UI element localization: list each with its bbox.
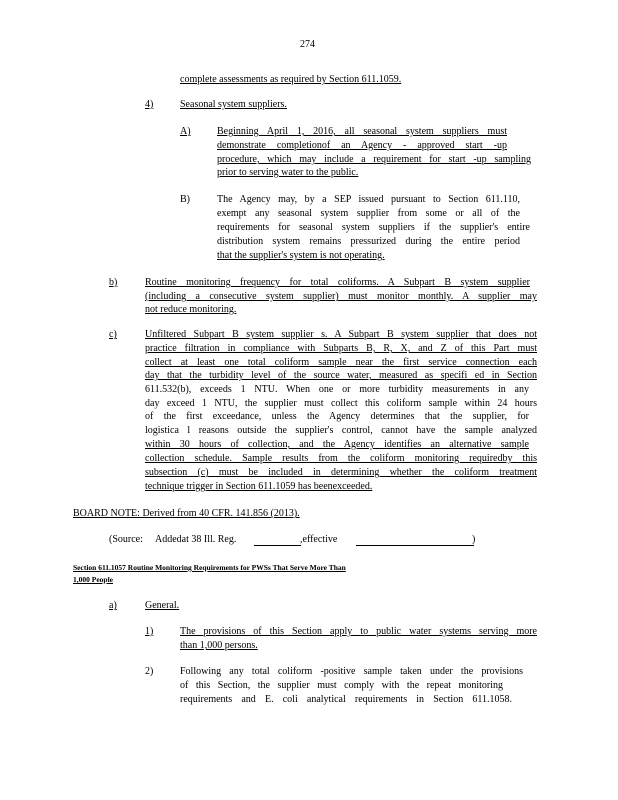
source-blank-2 [356,545,474,546]
source-blank-1 [254,545,301,546]
section-heading-line-2: 1,000 People [73,575,113,584]
section-b-line: Routine monitoring frequency for total coliforms. A Subpart B system supplier [145,277,530,288]
section-c-line: day exceed 1 NTU, the supplier must collect this coliform sample within 24 hours [145,398,537,409]
item-4a-line: procedure, which may include a requirement for start -up sampling [217,154,531,165]
item-4b-line: requirements for seasonal system suppliers if the supplier's entire [217,222,530,233]
section-c-line: day that the turbidity level of the source water, measured as specifi ed in Section [145,370,537,381]
source-open: (Source: [109,534,143,545]
section-a-title: General. [145,600,180,611]
section-a-label: a) [109,600,117,611]
item-2-label: 2) [145,666,154,677]
section-c-line: 611.532(b), exceeds 1 NTU. When one or more turbidity measurements in any [145,384,529,395]
item-4-title: Seasonal system suppliers. [180,99,287,110]
item-2-line: requirements and E. coli analytical requirements in Section 611.1058. [180,694,512,705]
item-2-line: of this Section, the supplier must comply with the repeat monitoring [180,680,503,691]
section-c-label: c) [109,329,117,340]
section-c-line: technique trigger in Section 611.1059 has beenexceeded. [145,481,373,492]
continuation-text: complete assessments as required by Section 611.1059. [180,74,402,85]
item-2-line: Following any total coliform -positive sample taken under the provisions [180,666,523,677]
section-c-line: within 30 hours of collection, and the Agency identifies an alternative sample [145,439,529,450]
board-note: BOARD NOTE: Derived from 40 CFR. 141.856 (2013). [73,508,300,519]
item-4b-label: B) [180,194,190,205]
item-1-line: The provisions of this Section apply to public water systems serving more [180,626,537,637]
source-close: ) [472,534,476,545]
section-c-line: collection schedule. Sample results from the coliform monitoring requiredby this [145,453,537,464]
section-c-line: Unfiltered Subpart B system supplier s. A Subpart B system supplier that does not [145,329,537,340]
source-added: Addedat 38 Ill. Reg. [155,534,237,545]
section-c-line: practice filtration in compliance with Subparts B, R, X, and Z of this Part must [145,343,537,354]
item-4b-line: exempt any seasonal system supplier from some or all of the [217,208,520,219]
item-4a-line: prior to serving water to the public. [217,167,359,178]
section-b-line: not reduce monitoring. [145,304,237,315]
item-4a-line: demonstrate completionof an Agency - approved start -up [217,140,507,151]
item-4a-line: Beginning April 1, 2016, all seasonal system suppliers must [217,126,507,137]
section-c-line: collect at least one total coliform sample near the first service connection each [145,357,537,368]
page-number: 274 [300,39,315,50]
section-c-line: subsection (c) must be included in determining whether the coliform treatment [145,467,537,478]
item-4b-line: The Agency may, by a SEP issued pursuant to Section 611.110, [217,194,520,205]
source-effective: ,effective [300,534,338,545]
section-b-label: b) [109,277,118,288]
section-b-line: (including a consecutive system supplier) must monitor monthly. A supplier may [145,291,537,302]
section-c-line: logistica l reasons outside the supplier's control, cannot have the sample analyzed [145,425,537,436]
item-1-line: than 1,000 persons. [180,640,258,651]
item-1-label: 1) [145,626,154,637]
item-4b-line: distribution system remains pressurized during the entire period [217,236,520,247]
item-4b-line: that the supplier's system is not operating. [217,250,385,261]
section-heading-line-1: Section 611.1057 Routine Monitoring Requirements for PWSs That Serve More Than [73,563,346,572]
item-4-label: 4) [145,99,154,110]
section-c-line: of the first exceedance, unless the Agency determines that the supplier, for [145,411,529,422]
item-4a-label: A) [180,126,191,137]
